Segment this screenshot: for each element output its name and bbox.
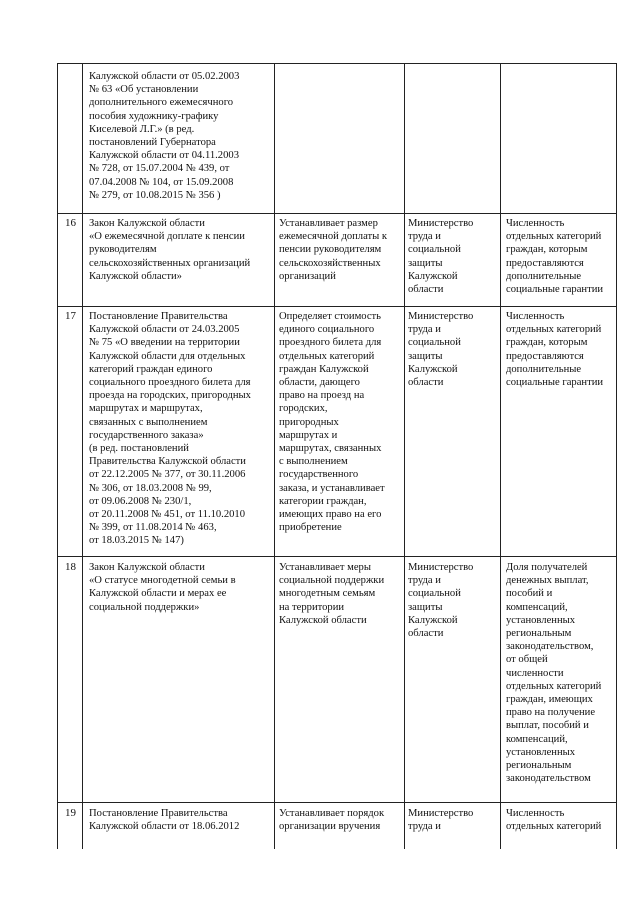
table-cell-act-name: Постановление Правительства Калужской области от 18.06.2012	[89, 808, 240, 833]
table-cell-number: 17	[65, 310, 76, 322]
row-border	[58, 556, 616, 557]
table-cell-purpose: Устанавливает меры социальной поддержки многодетным семьям на территории Калужской области	[279, 562, 385, 626]
table-cell-number: 18	[65, 561, 76, 573]
table-cell-purpose: Устанавливает размер ежемесячной доплаты к пенсии руководителям сельскохозяйственных организаций	[279, 218, 388, 282]
table-cell-ministry: Министерство труда и социальной защиты Калужской области	[408, 218, 474, 296]
table-cell-ministry: Министерство труда и социальной защиты Калужской области	[408, 311, 474, 389]
table-cell-act-name: Калужской области от 05.02.2003 № 63 «Об установлении дополнительного ежемесячного пособия художнику-графику Киселевой Л.Г.» (в ред. постановлений Губернатора Калужской области от 04.11.2003 № 728, от 15.07.2004 № 439, от 07.04.2008 № 104, от 15.09.2008 № 279, от 10.08.2015 № 356 )	[89, 71, 240, 201]
row-border	[58, 802, 616, 803]
table-cell-ministry: Министерство труда и	[408, 808, 474, 833]
table-cell-number: 19	[65, 807, 76, 819]
table-cell-indicator: Численность отдельных категорий граждан, которым предоставляются дополнительные социальные гарантии	[506, 218, 604, 296]
table-cell-purpose: Устанавливает порядок организации вручения	[279, 808, 385, 833]
column-border	[82, 64, 83, 849]
table-cell-indicator: Доля получателей денежных выплат, пособий и компенсаций, установленных региональным законодательством, от общей численности отдельных категорий граждан, имеющих право на получение выплат, пособий и компенсаций, установленных региональным законодательством	[506, 562, 602, 785]
row-border	[58, 213, 616, 214]
column-border	[404, 64, 405, 849]
table-cell-number: 16	[65, 217, 76, 229]
column-border	[274, 64, 275, 849]
row-border	[58, 306, 616, 307]
table-cell-purpose: Определяет стоимость единого социального проездного билета для отдельных категорий граждан Калужской области, дающего право на проезд на городских, пригородных маршрутах и маршрутах, связанных с выполнением государственного заказа, и устанавливает категории граждан, имеющих право на его приобретение	[279, 311, 385, 534]
table-cell-indicator: Численность отдельных категорий	[506, 808, 602, 833]
table-cell-act-name: Постановление Правительства Калужской области от 24.03.2005 № 75 «О введении на территории Калужской области для отдельных категорий граждан единого социального проездного билета для проезда на городских, пригородных маршрутах и маршрутах, связанных с выполнением государственного заказа» (в ред. постановлений Правительства Калужской области от 22.12.2005 № 377, от 30.11.2006 № 306, от 18.03.2008 № 99, от 09.06.2008 № 230/1, от 20.11.2008 № 451, от 11.10.2010 № 399, от 11.08.2014 № 463, от 18.03.2015 № 147)	[89, 311, 251, 547]
table-cell-indicator: Численность отдельных категорий граждан, которым предоставляются дополнительные социальные гарантии	[506, 311, 604, 389]
table-cell-ministry: Министерство труда и социальной защиты Калужской области	[408, 562, 474, 640]
table	[57, 63, 617, 849]
column-border	[500, 64, 501, 849]
table-cell-act-name: Закон Калужской области «О ежемесячной доплате к пенсии руководителям сельскохозяйственных организаций Калужской области»	[89, 218, 251, 282]
table-cell-act-name: Закон Калужской области «О статусе многодетной семьи в Калужской области и мерах ее социальной поддержки»	[89, 562, 236, 613]
